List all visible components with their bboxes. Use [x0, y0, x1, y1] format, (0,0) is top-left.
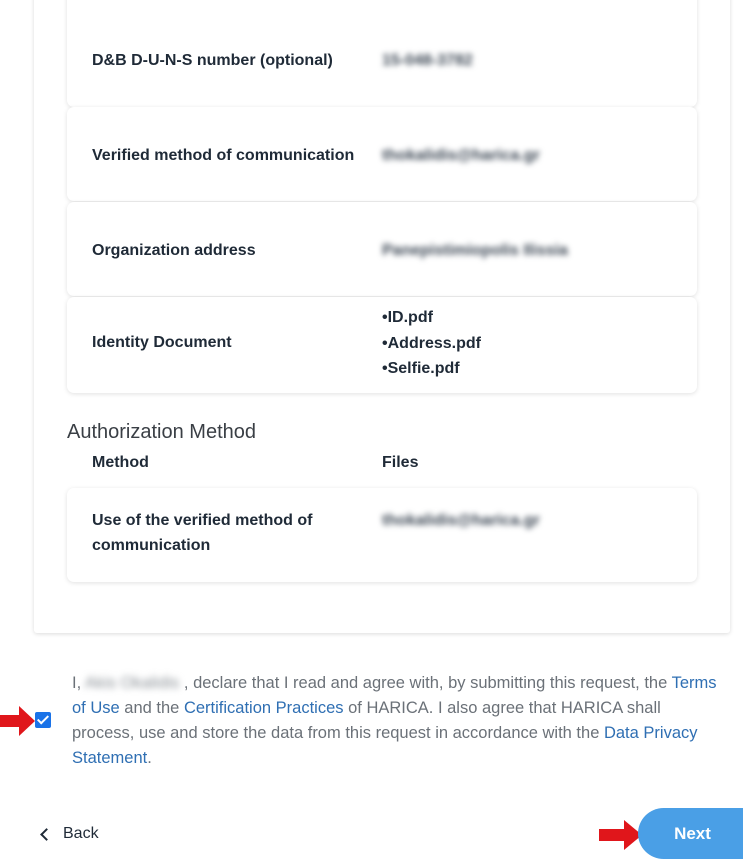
consent-user-name: Akis Okalidis — [84, 674, 180, 692]
details-card-verified-method — [67, 107, 697, 201]
duns-label: D&B D-U-N-S number (optional) — [92, 52, 333, 69]
authorization-method-value: Use of the verified method of communication — [92, 512, 313, 554]
consent-text: . — [147, 749, 152, 767]
consent-checkbox[interactable] — [35, 712, 51, 728]
authorization-method-card — [67, 488, 697, 582]
organization-address-value: Panepistimiopolis Ilissia — [382, 242, 568, 259]
certification-practices-link[interactable]: Certification Practices — [183, 699, 344, 717]
consent-prefix: I, — [72, 674, 82, 692]
details-card-duns — [67, 0, 697, 107]
files-column-header: Files — [382, 454, 419, 471]
verified-method-label: Verified method of communication — [92, 147, 355, 164]
details-card-identity-document — [67, 297, 697, 393]
chevron-left-icon — [40, 828, 53, 841]
next-label: Next — [674, 823, 711, 843]
identity-document-label: Identity Document — [92, 334, 232, 351]
identity-file-item[interactable]: • ID.pdf — [382, 305, 481, 331]
consent-statement — [72, 671, 722, 771]
verified-method-value: thokalidis@harica.gr — [382, 147, 540, 164]
identity-files-list — [382, 305, 481, 382]
back-label: Back — [63, 825, 99, 842]
method-column-header: Method — [92, 454, 149, 471]
authorization-method-heading: Authorization Method — [67, 421, 257, 443]
details-card-organization-address — [67, 202, 697, 296]
consent-text: of HARICA. I also agree that HARICA shall process, use and store the data from this request in accordance with the — [72, 699, 661, 742]
consent-text: and the — [124, 699, 180, 717]
consent-text: , declare that I read and agree with, by submitting this request, the — [183, 674, 668, 692]
identity-file-item[interactable]: • Address.pdf — [382, 331, 481, 357]
annotation-arrow-icon — [0, 704, 36, 738]
organization-address-label: Organization address — [92, 242, 256, 259]
next-button[interactable] — [638, 808, 743, 859]
duns-value: 15-048-3782 — [382, 52, 473, 69]
annotation-arrow-icon — [599, 818, 643, 852]
authorization-files-value: thokalidis@harica.gr — [382, 512, 540, 529]
data-privacy-statement-link[interactable]: Data Privacy Statement — [72, 724, 698, 767]
back-button[interactable] — [38, 822, 99, 846]
identity-file-item[interactable]: • Selfie.pdf — [382, 356, 481, 382]
terms-of-use-link[interactable]: Terms of Use — [72, 674, 717, 717]
